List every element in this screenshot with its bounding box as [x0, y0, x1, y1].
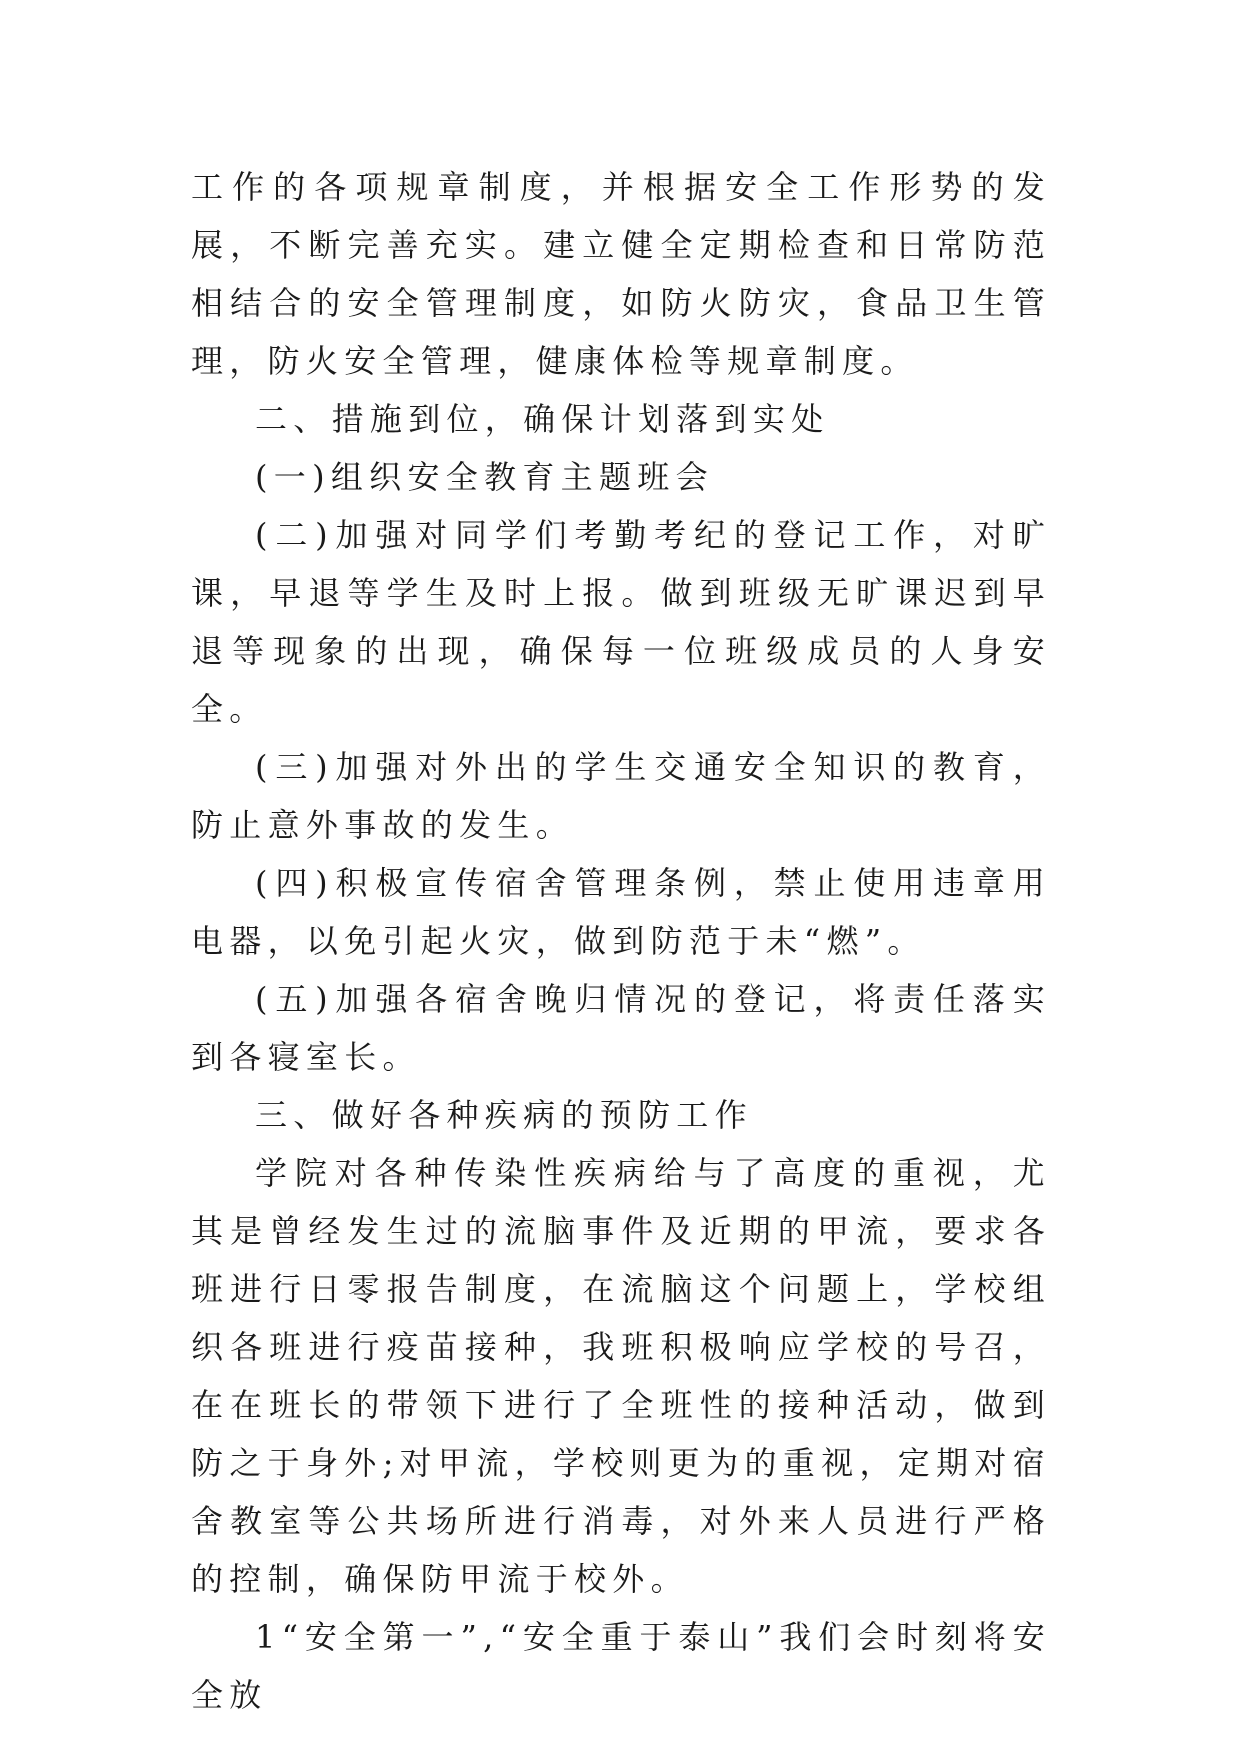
section-heading-disease-prevention: 三、做好各种疾病的预防工作: [255, 1096, 753, 1134]
paragraph-disease-prevention: 学院对各种传染性疾病给与了高度的重视，尤其是曾经发生过的流脑事件及近期的甲流，要求各班进行日零报告制度，在流脑这个问题上，学校组织各班进行疫苗接种，我班积极响应学校的号召，在在班长的带领下进行了全班性的接种活动，做到防之于身外;对甲流，学校则更为的重视，定期对宿舍教室等公共场所进行消毒，对外来人员进行严格的控制，确保防甲流于校外。: [191, 1154, 1051, 1598]
list-item-dormitory-rules: (四)积极宣传宿舍管理条例，禁止使用违章用电器，以免引起火灾，做到防范于未“燃”。: [191, 864, 1051, 960]
document-body: [191, 158, 1051, 1724]
list-item-late-return: (五)加强各宿舍晚归情况的登记，将责任落实到各寝室长。: [191, 980, 1051, 1076]
list-item-traffic-safety: (三)加强对外出的学生交通安全知识的教育，防止意外事故的发生。: [191, 748, 1051, 844]
list-item-attendance: (二)加强对同学们考勤考纪的登记工作，对旷课，早退等学生及时上报。做到班级无旷课迟到早退等现象的出现，确保每一位班级成员的人身安全。: [191, 516, 1051, 728]
paragraph-rules-continuation: 工作的各项规章制度，并根据安全工作形势的发展，不断完善充实。建立健全定期检查和日常防范相结合的安全管理制度，如防火防灾，食品卫生管理，防火安全管理，健康体检等规章制度。: [191, 168, 1051, 380]
list-item-class-meeting: (一)组织安全教育主题班会: [255, 458, 714, 496]
section-heading-measures: 二、措施到位，确保计划落到实处: [255, 400, 830, 438]
paragraph-safety-first: 1“安全第一”,“安全重于泰山”我们会时刻将安全放: [191, 1618, 1051, 1714]
